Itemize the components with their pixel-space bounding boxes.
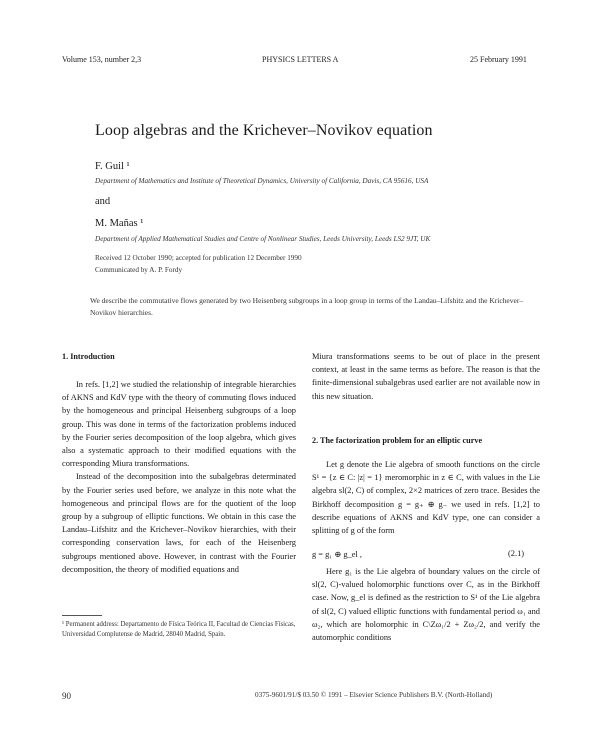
right-column-top bbox=[312, 350, 540, 403]
footnote-rule bbox=[62, 615, 102, 616]
section-1-heading: 1. Introduction bbox=[62, 352, 115, 361]
author-affiliation-2: Department of Applied Mathematical Studies and Centre of Nonlinear Studies, Leeds University, Leeds LS2 9JT, UK bbox=[95, 235, 431, 243]
intro-paragraph-3: Miura transformations seems to be out of place in the present context, at least in the same terms as before. The reason is that the finite-dimensional subalgebras used earlier are not available now in this new situation. bbox=[312, 352, 540, 401]
journal-name: PHYSICS LETTERS A bbox=[262, 55, 339, 64]
copyright-line: 0375-9601/91/$ 03.50 © 1991 – Elsevier Science Publishers B.V. (North-Holland) bbox=[255, 691, 493, 699]
paper-title: Loop algebras and the Krichever–Novikov equation bbox=[95, 122, 433, 139]
received-date: Received 12 October 1990; accepted for publication 12 December 1990 bbox=[95, 254, 302, 262]
left-column bbox=[62, 378, 296, 576]
intro-paragraph-2: Instead of the decomposition into the subalgebras determinated by the Fourier series used before, we analyze in this note what the homogeneous and principal flows are for the quotient of the loop group by a subgroup of elliptic functions. We obtain in this case the Landau–Lifshitz and the Krichever–Novikov hierarchies, with their corresponding conservation laws, for each of the Heisenberg subgroups mentioned above. However, in contrast with the Fourier decomposition, the theory of modified equations and bbox=[62, 472, 296, 574]
journal-volume: Volume 153, number 2,3 bbox=[62, 55, 142, 64]
equation-2-1: g = g₁ ⊕ g_el , bbox=[312, 550, 363, 559]
equation-number: (2.1) bbox=[508, 549, 525, 558]
intro-paragraph-1: In refs. [1,2] we studied the relationship of integrable hierarchies of AKNS and KdV type with the theory of commuting flows induced by the homogeneous and principal Heisenberg subgroups of a loop group. This was done in terms of the factorization problems induced by the Fourier series decomposition of the loop algebra, which gives also a systematic approach to their modified equations with the corresponding Miura transformations. bbox=[62, 380, 296, 469]
author-name-2: M. Mañas ¹ bbox=[95, 218, 144, 229]
author-affiliation-1: Department of Mathematics and Institute of Theoretical Dynamics, University of California, Davis, CA 95616, USA bbox=[95, 177, 429, 185]
section-2-heading: 2. The factorization problem for an elliptic curve bbox=[312, 436, 483, 445]
section-2-paragraph-1 bbox=[312, 458, 540, 537]
communicated-by: Communicated by A. P. Fordy bbox=[95, 266, 183, 274]
section-2-text-1: Let g denote the Lie algebra of smooth functions on the circle S¹ = {z ∈ C: |z| = 1} meromorphic in z ∈ C, with values in the Lie algebra sl(2, C) of complex, 2×2 matrices of zero trace. Besides the Birkhoff decomposition g = g₊ ⊕ g₋ we used in refs. [1,2] to describe equations of AKNS and KdV type, one can consider a splitting of g of the form bbox=[312, 460, 540, 536]
page-number: 90 bbox=[62, 691, 71, 701]
section-2-text-2: Here g₁ is the Lie algebra of boundary values on the circle of sl(2, C)-valued holomorphic functions over C, as in the Birkhoff case. Now, g_el is defined as the restriction to S¹ of the Lie algebra of sl(2, C) valued elliptic functions with fundamental period ω₁ and ω₂, which are holomorphic in C\Zω₁/2 + Zω₂/2, and verify the automorphic conditions bbox=[312, 567, 540, 643]
authors-and: and bbox=[95, 196, 111, 207]
abstract: We describe the commutative flows generated by two Heisenberg subgroups in a loop group in terms of the Landau–Lifshitz and the Krichever–Novikov hierarchies. bbox=[90, 296, 524, 317]
footnote: ¹ Permanent address: Departamento de Física Teórica II, Facultad de Ciencias Físicas, Universidad Complutense de Madrid, 28040 Madrid, Spain. bbox=[62, 621, 296, 638]
journal-date: 25 February 1991 bbox=[470, 55, 527, 64]
author-name-1: F. Guil ¹ bbox=[95, 161, 130, 172]
section-2-paragraph-2 bbox=[312, 565, 540, 644]
